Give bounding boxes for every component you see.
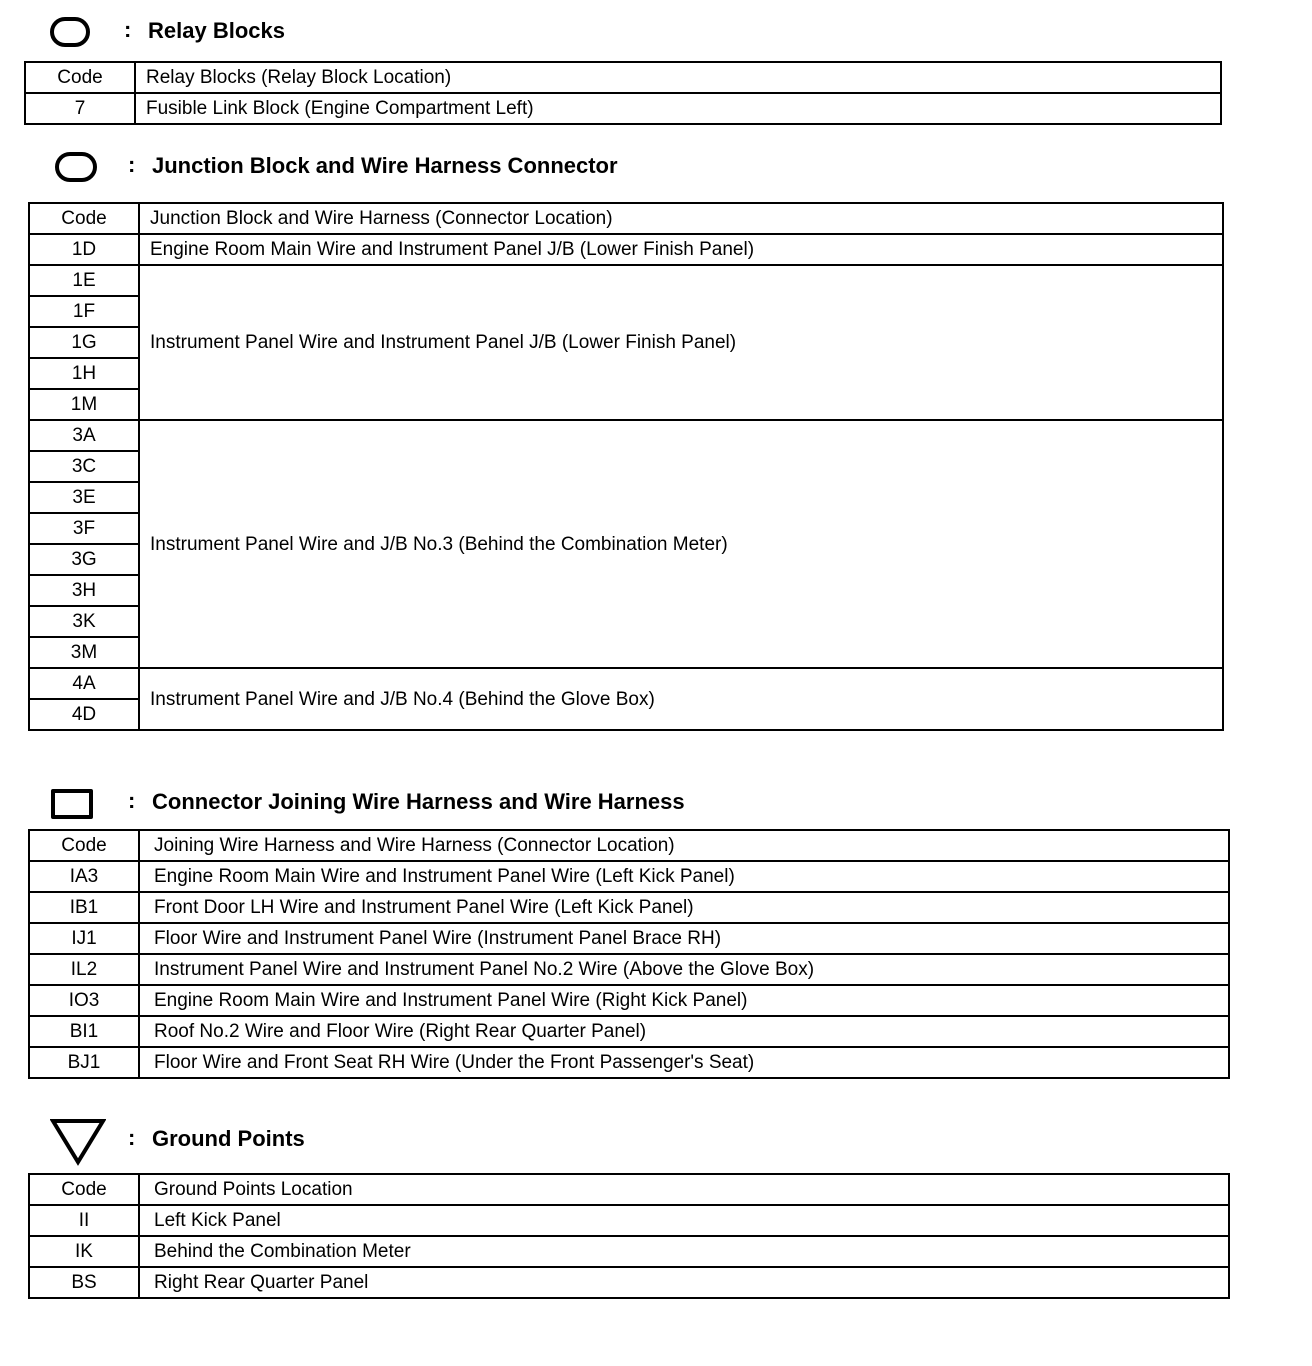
table-row	[25, 93, 1221, 124]
row-desc: Roof No.2 Wire and Floor Wire (Right Rear Quarter Panel)	[139, 1016, 1229, 1047]
junction-colon: :	[128, 152, 136, 177]
table-row	[29, 1205, 1229, 1236]
row-desc: Instrument Panel Wire and J/B No.4 (Behind the Glove Box)	[139, 668, 1223, 730]
table-row	[29, 985, 1229, 1016]
row-desc: Left Kick Panel	[139, 1205, 1229, 1236]
table-row	[29, 1267, 1229, 1298]
relay-colon: :	[124, 17, 132, 42]
table-row	[29, 265, 1223, 296]
table-row	[29, 234, 1223, 265]
row-code: 4D	[29, 699, 139, 730]
table-header-row	[29, 203, 1223, 234]
row-code: BJ1	[29, 1047, 139, 1078]
row-code: 4A	[29, 668, 139, 699]
row-code: 1F	[29, 296, 139, 327]
header-code: Code	[29, 830, 139, 861]
table-row	[29, 668, 1223, 699]
row-code: 1D	[29, 234, 139, 265]
row-code: 3E	[29, 482, 139, 513]
table-row	[29, 892, 1229, 923]
row-code: BI1	[29, 1016, 139, 1047]
table-row	[29, 1047, 1229, 1078]
header-desc: Ground Points Location	[139, 1174, 1229, 1205]
row-desc: Engine Room Main Wire and Instrument Panel J/B (Lower Finish Panel)	[139, 234, 1223, 265]
ground-colon: :	[128, 1125, 136, 1150]
row-code: 3A	[29, 420, 139, 451]
row-code: 1G	[29, 327, 139, 358]
row-code: 3M	[29, 637, 139, 668]
header-code: Code	[25, 62, 135, 93]
row-desc: Floor Wire and Front Seat RH Wire (Under the Front Passenger's Seat)	[139, 1047, 1229, 1078]
row-desc: Right Rear Quarter Panel	[139, 1267, 1229, 1298]
row-code: IK	[29, 1236, 139, 1267]
row-code: II	[29, 1205, 139, 1236]
row-code: 3H	[29, 575, 139, 606]
header-code: Code	[29, 1174, 139, 1205]
connector-colon: :	[128, 788, 136, 813]
row-code: IO3	[29, 985, 139, 1016]
table-row	[29, 1236, 1229, 1267]
square-rect-icon	[51, 789, 93, 819]
table-header-row	[29, 1174, 1229, 1205]
row-code: 1H	[29, 358, 139, 389]
row-code: 3F	[29, 513, 139, 544]
header-desc: Joining Wire Harness and Wire Harness (Connector Location)	[139, 830, 1229, 861]
connector-joining-title: Connector Joining Wire Harness and Wire Harness	[152, 789, 685, 814]
row-desc: Front Door LH Wire and Instrument Panel Wire (Left Kick Panel)	[139, 892, 1229, 923]
header-desc: Relay Blocks (Relay Block Location)	[135, 62, 1221, 93]
table-row	[29, 420, 1223, 451]
row-desc: Instrument Panel Wire and J/B No.3 (Behind the Combination Meter)	[139, 420, 1223, 668]
row-code: 1E	[29, 265, 139, 296]
table-row	[29, 923, 1229, 954]
row-code: 1M	[29, 389, 139, 420]
table-header-row	[25, 62, 1221, 93]
relay-blocks-table	[24, 61, 1222, 125]
row-code: IB1	[29, 892, 139, 923]
junction-block-table	[28, 202, 1224, 731]
row-desc: Behind the Combination Meter	[139, 1236, 1229, 1267]
row-code: IJ1	[29, 923, 139, 954]
row-code: IL2	[29, 954, 139, 985]
header-desc: Junction Block and Wire Harness (Connector Location)	[139, 203, 1223, 234]
row-desc: Instrument Panel Wire and Instrument Panel No.2 Wire (Above the Glove Box)	[139, 954, 1229, 985]
triangle-down-icon	[50, 1118, 106, 1166]
table-row	[29, 1016, 1229, 1047]
row-code: 7	[25, 93, 135, 124]
row-desc: Instrument Panel Wire and Instrument Panel J/B (Lower Finish Panel)	[139, 265, 1223, 420]
row-desc: Fusible Link Block (Engine Compartment Left)	[135, 93, 1221, 124]
row-code: 3C	[29, 451, 139, 482]
row-code: 3K	[29, 606, 139, 637]
row-code: IA3	[29, 861, 139, 892]
row-code: 3G	[29, 544, 139, 575]
connector-joining-table	[28, 829, 1230, 1079]
header-code: Code	[29, 203, 139, 234]
rounded-rect-icon	[50, 17, 90, 47]
relay-blocks-title: Relay Blocks	[148, 18, 285, 43]
table-row	[29, 861, 1229, 892]
row-desc: Engine Room Main Wire and Instrument Panel Wire (Left Kick Panel)	[139, 861, 1229, 892]
ground-points-table	[28, 1173, 1230, 1299]
row-code: BS	[29, 1267, 139, 1298]
junction-block-title: Junction Block and Wire Harness Connector	[152, 153, 618, 178]
row-desc: Engine Room Main Wire and Instrument Panel Wire (Right Kick Panel)	[139, 985, 1229, 1016]
table-header-row	[29, 830, 1229, 861]
row-desc: Floor Wire and Instrument Panel Wire (Instrument Panel Brace RH)	[139, 923, 1229, 954]
table-row	[29, 954, 1229, 985]
rounded-rect-icon	[55, 152, 97, 182]
ground-points-title: Ground Points	[152, 1126, 305, 1151]
